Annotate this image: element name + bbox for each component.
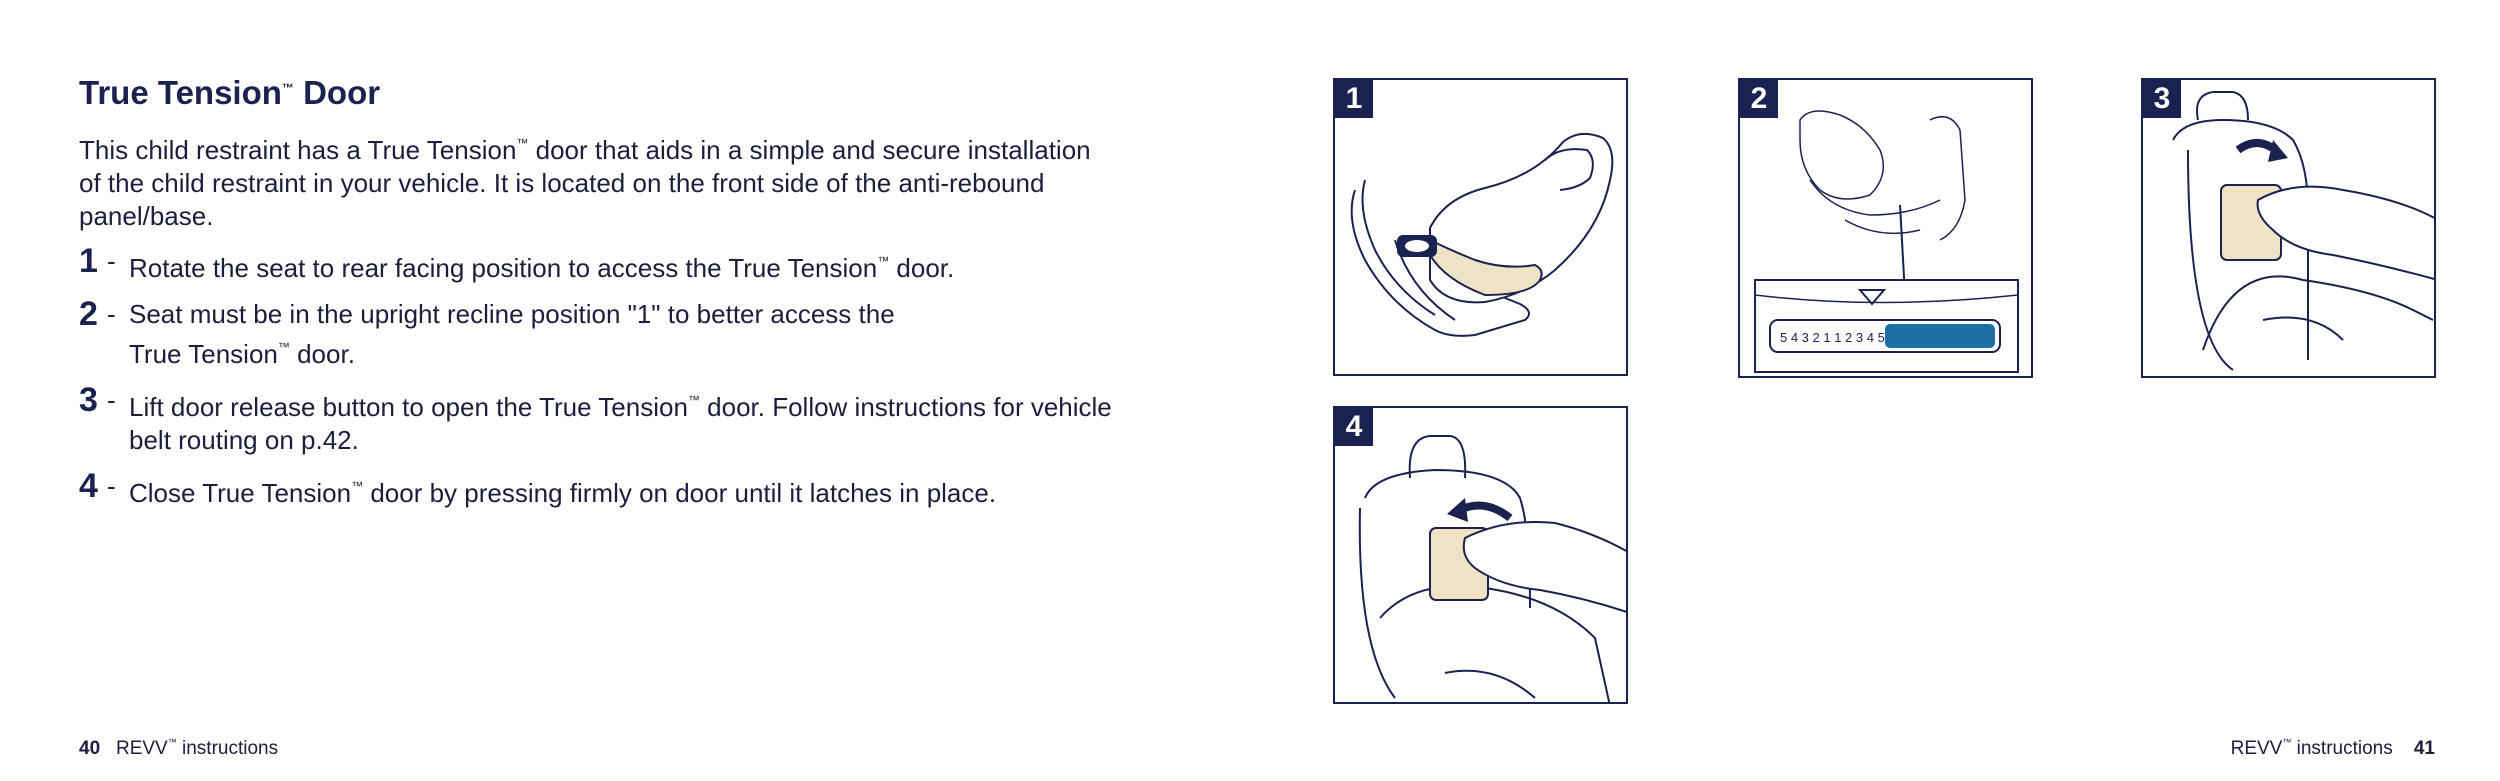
illustration-panel-4 bbox=[1333, 406, 1628, 704]
page-number-left: 40 bbox=[79, 738, 101, 759]
recline-indicator-illustration bbox=[1740, 80, 2033, 378]
page-number-right: 41 bbox=[2413, 738, 2435, 759]
panel-number-badge: 1 bbox=[1335, 80, 1373, 118]
recline-scale-text: 5 4 3 2 1 1 2 3 4 5 bbox=[1780, 330, 1885, 345]
footer-left: 40 REVV™ instructions bbox=[79, 737, 279, 759]
step-number: 1 bbox=[79, 242, 98, 280]
step-text: Close True Tension™ door by pressing firmly on door until it latches in place. bbox=[129, 478, 997, 508]
step-item: 3 - Lift door release button to open the True Tension™ door. Follow instructions for vehicle belt routing on p.42. bbox=[79, 384, 1199, 457]
left-page-content bbox=[79, 68, 1199, 523]
step-text: Seat must be in the upright recline position "1" to better access the True Tension™ door. bbox=[129, 299, 895, 369]
lift-door-illustration bbox=[2143, 80, 2436, 378]
car-seat-side-illustration bbox=[1335, 80, 1628, 376]
steps-list bbox=[79, 242, 1199, 510]
close-door-illustration bbox=[1335, 408, 1628, 704]
step-number: 2 bbox=[79, 295, 98, 333]
step-number: 3 bbox=[79, 381, 98, 419]
panel-number-badge: 4 bbox=[1335, 408, 1373, 446]
step-text: Rotate the seat to rear facing position to access the True Tension™ door. bbox=[129, 253, 955, 283]
intro-paragraph: This child restraint has a True Tension™ door that aids in a simple and secure installation of the child restraint in your vehicle. It is located on the front side of the anti-rebound panel/base. bbox=[79, 135, 1091, 231]
step-item: 2 - Seat must be in the upright recline position "1" to better access the True Tension™ door. bbox=[79, 298, 1199, 371]
step-number: 4 bbox=[79, 467, 98, 505]
footer-right: REVV™ instructions 41 bbox=[2230, 737, 2435, 759]
illustration-panel-3 bbox=[2141, 78, 2436, 378]
illustration-panel-2 bbox=[1738, 78, 2033, 378]
step-item: 4 - Close True Tension™ door by pressing firmly on door until it latches in place. bbox=[79, 470, 1199, 510]
panel-number-badge: 3 bbox=[2143, 80, 2181, 118]
panel-number-badge: 2 bbox=[1740, 80, 1778, 118]
step-text: Lift door release button to open the True Tension™ door. Follow instructions for vehicle belt routing on p.42. bbox=[129, 392, 1112, 455]
step-item: 1 - Rotate the seat to rear facing position to access the True Tension™ door. bbox=[79, 245, 1199, 285]
illustration-panel-1 bbox=[1333, 78, 1628, 376]
page-title: True Tension™ Door bbox=[79, 74, 381, 111]
